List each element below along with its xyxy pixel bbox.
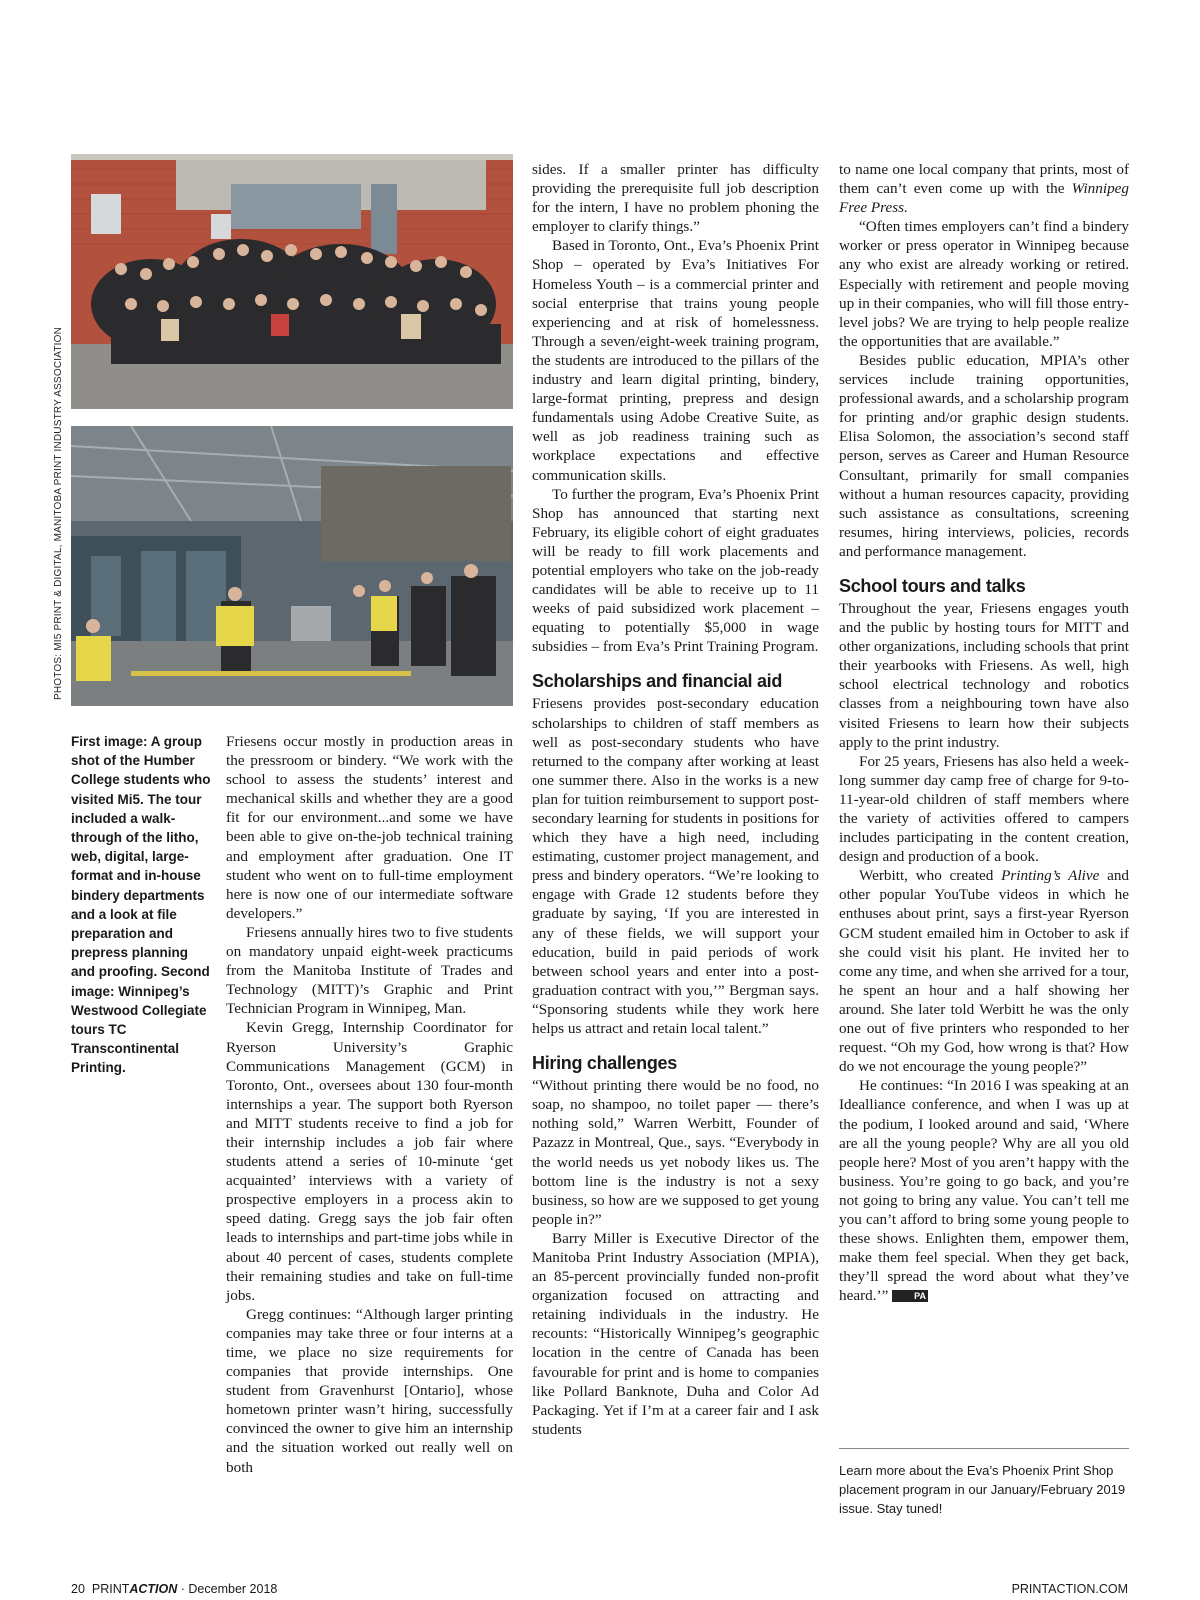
article-column-3 [839,160,1129,1305]
paragraph: “Without printing there would be no food, no soap, no shampoo, no toilet paper — there’s nothing sold,” Warren Werbitt, Founder of Pazazz in Montreal, Que., says. “Everybody in the world needs us yet nobody likes us. The bottom line is the industry is not a sexy business, so how are we supposed to get young people in?” [532,1077,819,1228]
paragraph [839,1076,1129,1305]
paragraph: sides. If a smaller printer has difficulty providing the prerequisite full job description for the intern, I have no problem phoning the employer to clarify things.” [532,161,819,236]
section-heading-tours: School tours and talks [839,575,1026,596]
paragraph [839,866,1129,1076]
end-mark-icon: PA [892,1290,928,1302]
paragraph: Besides public education, MPIA’s other services include training opportunities, professional awards, and a scholarship program for printing and/or graphic design students. Elisa Solomon, the association’s second staff person, serves as Career and Human Resource Consultant, primarily for small companies without a human resources capacity, providing such assistance as consultations, screening resumes, hiring interviews, policies, records and performance management. [839,351,1129,560]
paragraph-text: to name one local company that prints, most of them can’t even come up with the [839,161,1129,198]
paragraph: Friesens occur mostly in production areas in the pressroom or bindery. “We work with the school to assess the students’ interest and mechanical skills and whether they are a good fit for our environment...and some we have been able to give on-the-job technical training and employment after graduation. One IT student who went on to full-time employment here is now one of our intermediate software developers.” [226,733,513,922]
photo-credit: PHOTOS: MI5 PRINT & DIGITAL, MANITOBA PRINT INDUSTRY ASSOCIATION [53,326,64,700]
footer-website: PRINTACTION.COM [1011,1582,1128,1596]
paragraph: For 25 years, Friesens has also held a week-long summer day camp free of charge for 9-to-11-year-old children of staff members where the variety of activities offered to campers includes participating in the content creation, design and production of a book. [839,752,1129,866]
paragraph: Kevin Gregg, Internship Coordinator for Ryerson University’s Graphic Communications Management (GCM) in Toronto, Ont., oversees about 130 four-month internships a year. The support both Ryerson and MITT students receive to find a job for their internship includes a job fair where students attend a series of 10-minute ‘get acquainted’ interviews with a variety of prospective employers in a process akin to speed dating. Gregg says the job fair often leads to internships and part-time jobs while in about 40 percent of cases, students complete their remaining studies and take on full-time jobs. [226,1019,513,1304]
paragraph: Friesens provides post-secondary education scholarships to children of staff members as well as post-secondary students who have returned to the company after working at least one summer there. Also in the works is a new plan for tuition reimbursement to support post-secondary learning for students in positions for which they have a high need, including estimating, customer project management, and press and bindery operators. “We’re looking to engage with Grade 12 students before they graduate by saying, ‘If you are interested in any of these fields, we will support your education, build in paid periods of work between school years and enter into a post-graduation contract with you,’” Bergman says. “Sponsoring students while they work here helps us attract and retain local talent.” [532,695,819,1038]
group-photo [71,154,513,409]
sidenote: Learn more about the Eva’s Phoenix Print Shop placement program in our January/February 2019 issue. Stay tuned! [839,1448,1129,1518]
paragraph: Based in Toronto, Ont., Eva’s Phoenix Print Shop – operated by Eva’s Initiatives For Homeless Youth – is a commercial printer and social enterprise that trains young people experiencing and at risk of homelessness. Through a seven/eight-week training program, the students are introduced to the pillars of the industry and learn digital printing, bindery, large-format printing, prepress and design fundamentals using Adobe Creative Suite, as well as job readiness training such as workplace expectations and effective communication skills. [532,237,819,484]
plant-tour-photo [71,426,513,706]
paragraph: Friesens annually hires two to five students on mandatory unpaid eight-week practicums from the Manitoba Institute of Trades and Technology (MITT)’s Graphic and Print Technician Program in Winnipeg, Man. [226,923,513,1018]
paragraph: To further the program, Eva’s Phoenix Print Shop has announced that starting next February, its eligible cohort of eight graduates will be ready to fill work placements and potential employers who take on the job-ready candidates will be able to receive up to 11 weeks of paid subsidized work placement – equating to potentially $5,000 in wage subsidies – from Eva’s Print Training Program. [532,485,819,656]
paragraph-text: and other popular YouTube videos in which he enthuses about print, says a first-year Ryerson GCM student emailed him in October to ask if she could visit his plant. He invited her to come any time, and when she arrived for a tour, he spent an hour and a half showing her around. She later told Werbitt he was the only one out of five printers who responded to her request. “Oh my God, how wrong is that? How do we not encourage the young people?” [839,867,1130,1076]
paragraph [839,160,1129,217]
brand-action: ACTION [129,1582,178,1596]
page-number: 20 [71,1582,85,1596]
section-heading-scholarships: Scholarships and financial aid [532,671,783,692]
photo-caption: First image: A group shot of the Humber College students who visited Mi5. The tour included a walk-through of the litho, web, digital, large-format and in-house bindery departments and a look at file preparation and prepress planning and proofing. Second image: Winnipeg’s Westwood Collegiate tours TC Transcontinental Printing. [71,734,211,1076]
paragraph-text: Werbitt, who created [859,867,994,885]
paragraph: “Often times employers can’t find a bindery worker or press operator in Winnipeg because any who exist are already working or retired. Especially with retirement and people moving up in their companies, who will fill those entry-level jobs? We are trying to help people realize the opportunities that are available.” [839,218,1129,350]
paragraph-text: He continues: “In 2016 I was speaking at an Idealliance conference, and when I was up at the podium, I looked around and said, ‘Where are all the young people? Why are all you old people here? Most of you aren’t happy with the business. You’re going to go back, and you’re not going to bring any value. You can’t tell me you can’t afford to bring some young people to these shows. Enlighten them, empower them, make them feel special. When they get back, they’ll spread the word about what they’ve heard.’” [839,1077,1129,1305]
section-heading-hiring: Hiring challenges [532,1053,677,1074]
publication-name: Winnipeg Free Press. [839,180,1129,217]
paragraph: Barry Miller is Executive Director of the Manitoba Print Industry Association (MPIA), an 85-percent provincially funded non-profit organization focused on attracting and retaining individuals in the industry. He recounts: “Historically Winnipeg’s geographic location in the centre of Canada has been favourable for print and is home to companies like Pollard Banknote, Duha and Color Ad Packaging. Yet if I’m at a career fair and I ask students [532,1229,819,1438]
footer-folio [71,1582,277,1596]
brand-print: PRINT [91,1582,130,1596]
issue-date: · December 2018 [180,1582,278,1596]
article-column-2 [532,160,819,1439]
paragraph: Throughout the year, Friesens engages youth and the public by hosting tours for MITT and other organizations, including schools that print their yearbooks with Friesens. As well, high school electrical technology and robotics classes from a neighbouring town have also visited Friesens to learn how their subjects apply to the print industry. [839,599,1129,751]
article-column-1 [226,732,513,1477]
paragraph: Gregg continues: “Although larger printing companies may take three or four interns at a time, we place no size requirements for companies that provide internships. One student from Gravenhurst [Ontario], whose hometown printer wasn’t hiring, successfully convinced the owner to give him an internship and the situation worked out really well on both [226,1305,513,1476]
video-series-name: Printing’s Alive [1001,867,1100,885]
